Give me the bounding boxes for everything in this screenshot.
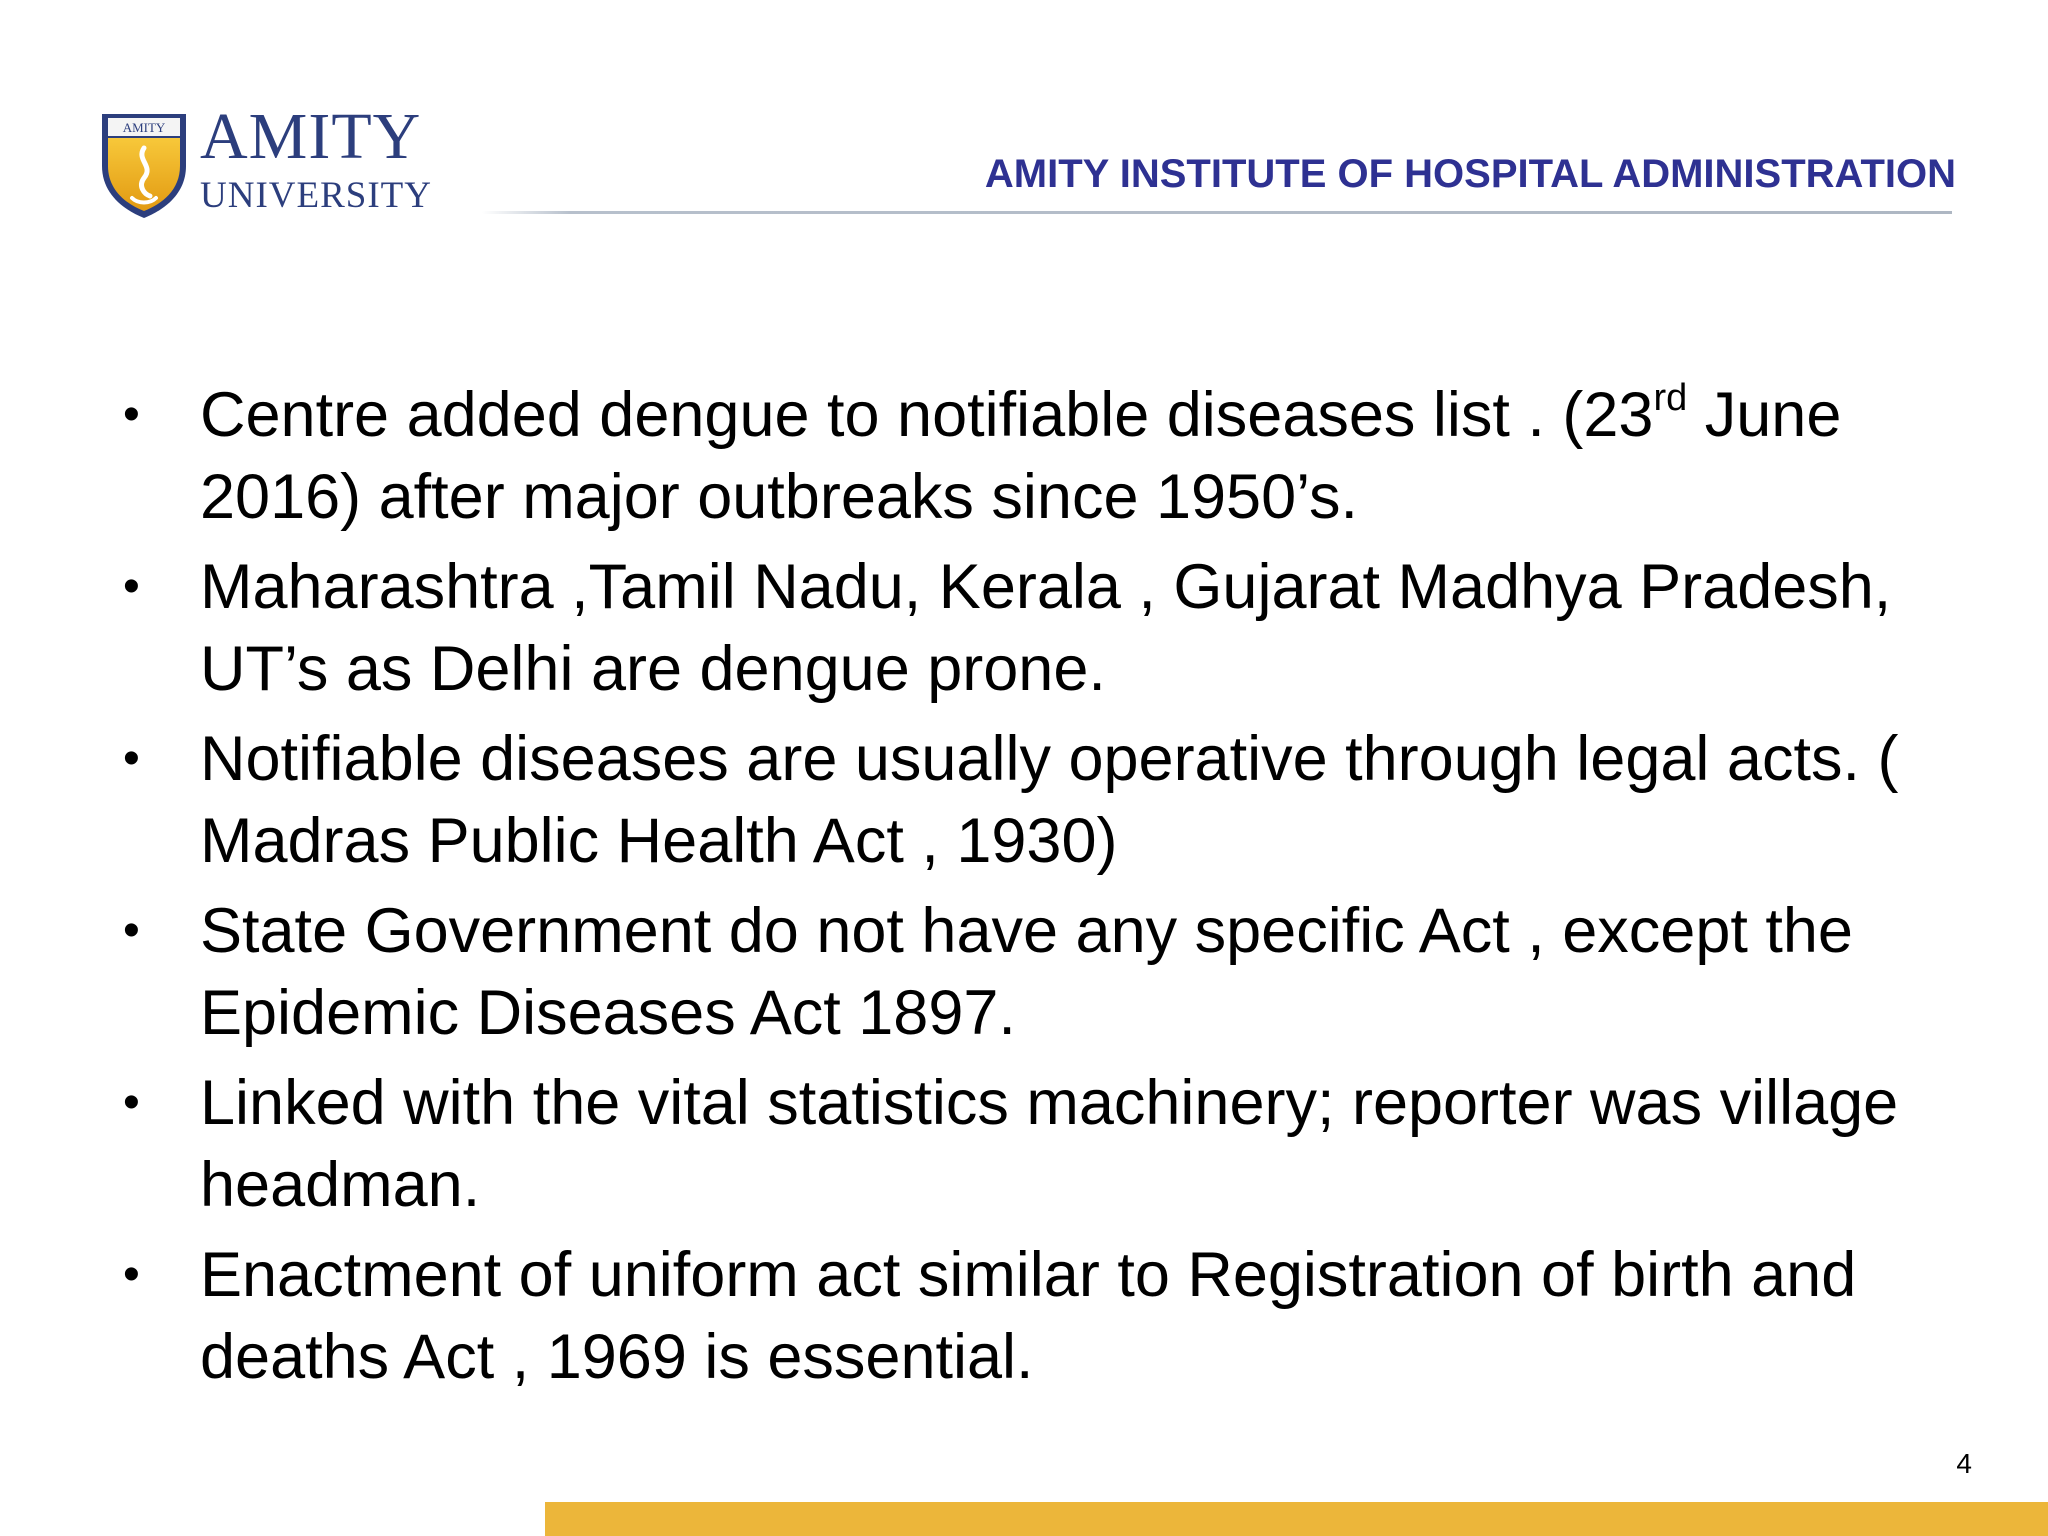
logo-wordmark-sub: UNIVERSITY [200, 175, 432, 216]
bullet-marker: • [123, 1248, 140, 1301]
bullet-text: Enactment of uniform act similar to Registration of birth and deaths Act , 1969 is essential. [200, 1240, 1857, 1392]
bullet-text-part: June 2016) after major outbreaks since 1950’s. [200, 380, 1842, 532]
header-title: AMITY INSTITUTE OF HOSPITAL ADMINISTRATION [984, 152, 1956, 196]
bullet-item [120, 890, 1920, 1054]
logo-wordmark-main: AMITY [200, 100, 422, 173]
bullet-text: Notifiable diseases are usually operative through legal acts. ( Madras Public Health Act , 1930) [200, 724, 1899, 876]
footer-accent-bar [545, 1502, 2048, 1536]
svg-text:AMITY: AMITY [122, 120, 166, 135]
bullet-list [120, 374, 1920, 1406]
ordinal-superscript: rd [1653, 377, 1688, 419]
page-number: 4 [1956, 1448, 1972, 1479]
bullet-text: Linked with the vital statistics machinery; reporter was village headman. [200, 1068, 1899, 1220]
bullet-marker: • [123, 388, 140, 441]
bullet-text-part: Centre added dengue to notifiable diseases list . (23 [200, 380, 1654, 450]
bullet-text [200, 377, 1842, 532]
header-divider [482, 211, 1952, 214]
bullet-item [120, 374, 1920, 538]
bullet-marker: • [123, 560, 140, 613]
bullet-text: Maharashtra ,Tamil Nadu, Kerala , Gujarat Madhya Pradesh, UT’s as Delhi are dengue prone. [200, 552, 1892, 704]
bullet-text: State Government do not have any specific Act , except the Epidemic Diseases Act 1897. [200, 896, 1853, 1048]
amity-university-logo [96, 100, 446, 224]
bullet-item [120, 1062, 1920, 1226]
bullet-marker: • [123, 732, 140, 785]
bullet-item [120, 1234, 1920, 1398]
bullet-marker: • [123, 904, 140, 957]
amity-crest-icon [96, 108, 192, 220]
bullet-item [120, 718, 1920, 882]
bullet-marker: • [123, 1076, 140, 1129]
bullet-item [120, 546, 1920, 710]
